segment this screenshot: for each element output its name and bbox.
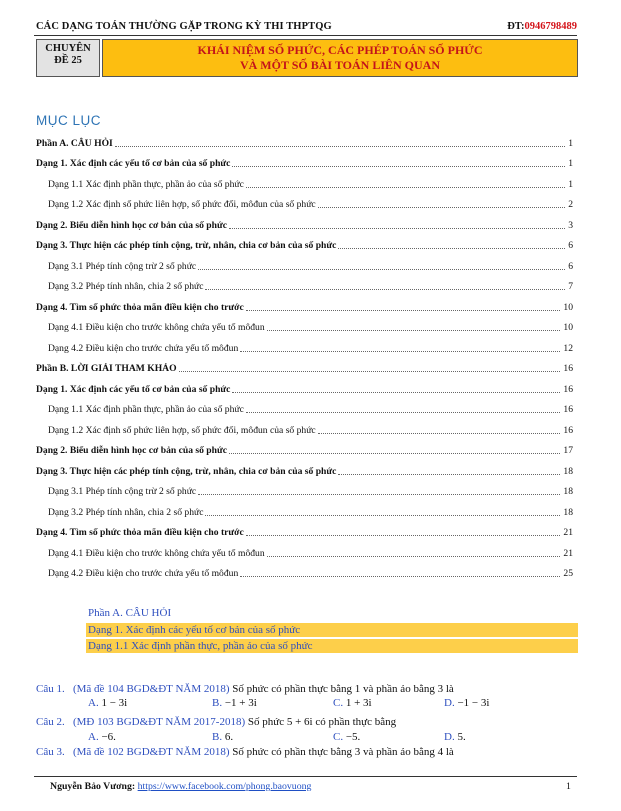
toc-entry[interactable]: Dạng 1. Xác định các yếu tố cơ bản của số phức 16 [36,383,573,395]
phone-number: 0946798489 [524,21,577,32]
toc-entry[interactable]: Dạng 4.1 Điều kiện cho trước không chứa yếu tố môđun 21 [48,547,573,559]
toc-entry[interactable]: Dạng 4. Tìm số phức thỏa mãn điều kiện cho trước 10 [36,301,573,313]
toc-entry[interactable]: Dạng 3.1 Phép tính cộng trừ 2 số phức 18 [48,486,573,497]
question-source: (Mã đề 104 BGD&ĐT NĂM 2018) [72,683,230,695]
toc-entry[interactable]: Dạng 2. Biểu diễn hình học cơ bản của số phức 17 [36,445,573,456]
toc-entry[interactable]: Dạng 3. Thực hiện các phép tính cộng, trừ, nhân, chia cơ bản của số phức 18 [36,465,573,477]
footer-author [50,781,311,792]
chapter-box [36,39,100,77]
toc-entry[interactable]: Dạng 2. Biểu diễn hình học cơ bản của số phức 3 [36,219,573,231]
answer-d: D. −1 − 3i [444,697,490,709]
question-text: Số phức có phần thực bằng 1 và phần ảo bằng 3 là [232,683,454,695]
question-number: Câu 3. [36,746,65,758]
toc-entry[interactable]: Dạng 3.2 Phép tính nhân, chia 2 số phức 18 [48,506,573,518]
question-number: Câu 2. [36,716,65,728]
question-3 [36,746,454,758]
phone-label: ĐT: [507,21,525,32]
answer-c: C. 1 + 3i [333,697,372,709]
toc-entry[interactable]: Dạng 4.2 Điều kiện cho trước chứa yếu tố môđun 25 [48,568,573,579]
chapter-line1: CHUYÊN [45,43,91,54]
table-of-contents [36,130,573,581]
answer-b: B. −1 + 3i [212,697,257,709]
subtopic-heading: Dạng 1.1 Xác định phần thực, phần ảo của số phức [86,639,578,653]
answer-d: D. 5. [444,731,466,743]
toc-entry[interactable]: Dạng 1.1 Xác định phần thực, phần ảo của số phức 1 [48,178,573,190]
toc-entry[interactable]: Phần A. CÂU HỎI 1 [36,137,573,149]
answer-b: B. 6. [212,731,234,743]
toc-heading: MỤC LỤC [36,113,102,128]
question-2 [36,716,396,728]
question-source: (Mã đề 102 BGD&ĐT NĂM 2018) [72,746,230,758]
toc-entry[interactable]: Dạng 1.2 Xác định số phức liên hợp, số phức đối, môđun của số phức 16 [48,424,573,436]
toc-entry[interactable]: Dạng 4.2 Điều kiện cho trước chứa yếu tố môđun 12 [48,342,573,354]
answer-a: A. 1 − 3i [88,697,128,709]
footer-divider [34,776,577,777]
toc-entry[interactable]: Dạng 3. Thực hiện các phép tính cộng, trừ, nhân, chia cơ bản của số phức 6 [36,240,573,251]
topic-line1: KHÁI NIỆM SỐ PHỨC, CÁC PHÉP TOÁN SỐ PHỨC [197,43,483,57]
topic-heading: Dạng 1. Xác định các yếu tố cơ bản của số phức [86,623,578,637]
section-heading: Phần A. CÂU HỎI [88,607,172,619]
header-divider [34,35,577,36]
toc-entry[interactable]: Dạng 3.1 Phép tính cộng trừ 2 số phức 6 [48,260,573,272]
topic-line2: VÀ MỘT SỐ BÀI TOÁN LIÊN QUAN [239,58,441,72]
header-phone [507,21,577,32]
facebook-link[interactable]: https://www.facebook.com/phong.baovuong [137,781,312,792]
chapter-line2: ĐỀ 25 [54,55,82,66]
question-number: Câu 1. [36,683,65,695]
author-name: Nguyễn Bảo Vương: [50,781,136,792]
toc-entry[interactable]: Dạng 3.2 Phép tính nhân, chia 2 số phức 7 [48,281,573,292]
topic-box [102,39,578,77]
header-title: CÁC DẠNG TOÁN THƯỜNG GẶP TRONG KỲ THI THPTQG [36,21,332,32]
page-number: 1 [566,781,571,792]
toc-entry[interactable]: Dạng 1. Xác định các yếu tố cơ bản của số phức 1 [36,158,573,169]
toc-entry[interactable]: Dạng 1.2 Xác định số phức liên hợp, số phức đối, môđun của số phức 2 [48,199,573,210]
toc-entry[interactable]: Phần B. LỜI GIẢI THAM KHẢO 16 [36,363,573,374]
question-text: Số phức 5 + 6i có phần thực bằng [247,716,397,728]
question-text: Số phức có phần thực bằng 3 và phần ảo bằng 4 là [232,746,454,758]
toc-entry[interactable]: Dạng 1.1 Xác định phần thực, phần ảo của số phức 16 [48,404,573,415]
answer-c: C. −5. [333,731,361,743]
toc-entry[interactable]: Dạng 4.1 Điều kiện cho trước không chứa yếu tố môđun 10 [48,322,573,333]
toc-entry[interactable]: Dạng 4. Tìm số phức thỏa mãn điều kiện cho trước 21 [36,527,573,538]
question-1 [36,683,454,695]
question-source: (MĐ 103 BGD&ĐT NĂM 2017-2018) [72,716,246,728]
answer-a: A. −6. [88,731,116,743]
